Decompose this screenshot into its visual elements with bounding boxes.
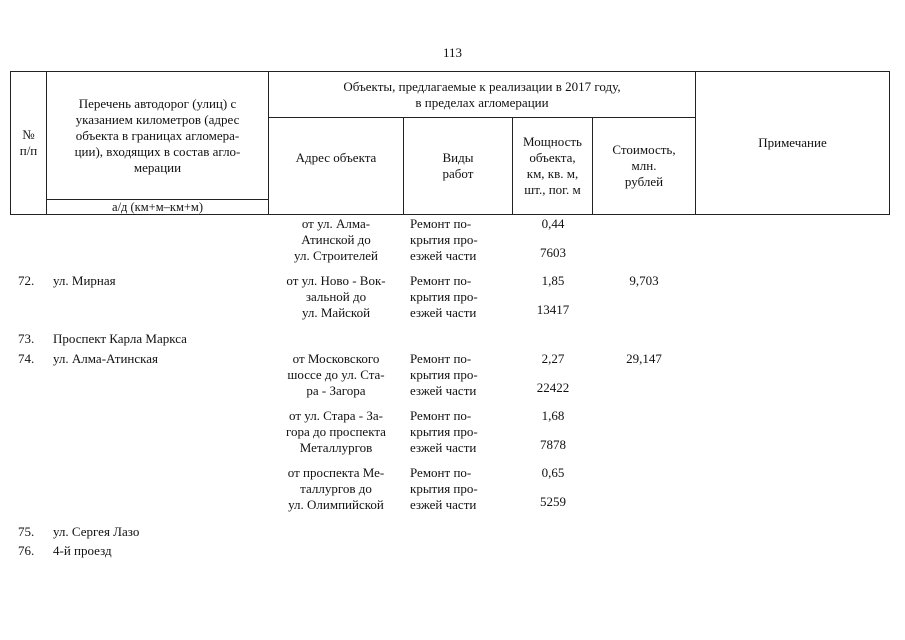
row-power-area: 13417 [536, 302, 570, 317]
row-road: ул. Сергея Лазо [53, 524, 140, 539]
row-power-km: 0,65 [541, 465, 565, 480]
row-works: Ремонт по- крытия про- езжей части [410, 408, 478, 455]
row-power-area: 5259 [540, 494, 566, 509]
row-power-km: 1,68 [541, 408, 565, 423]
row-address: от ул. Ново - Вок- зальной до ул. Майской [286, 273, 386, 320]
row-power-km: 1,85 [541, 273, 565, 288]
page-number: 113 [442, 45, 463, 60]
row-address: от ул. Алма- Атинской до ул. Строителей [294, 216, 378, 263]
header-power: Мощность объекта, км, кв. м, шт., пог. м [523, 134, 582, 197]
header-note: Примечание [758, 135, 827, 150]
row-power-km: 0,44 [541, 216, 565, 231]
row-number: 74. [18, 351, 35, 366]
row-power-area: 7878 [540, 437, 566, 452]
row-road: Проспект Карла Маркса [53, 331, 187, 346]
header-objects: Объекты, предлагаемые к реализации в 2017 году, в пределах агломерации [343, 78, 621, 110]
row-power-area: 7603 [540, 245, 566, 260]
row-road: 4-й проезд [53, 543, 112, 558]
row-power-km: 2,27 [541, 351, 565, 366]
row-address: от ул. Стара - За- гора до проспекта Металлургов [286, 408, 386, 455]
row-road: ул. Мирная [53, 273, 116, 288]
row-cost: 29,147 [626, 351, 662, 366]
header-number: № п/п [19, 127, 38, 158]
header-cost: Стоимость, млн. рублей [612, 142, 676, 189]
row-address: от проспекта Ме- таллургов до ул. Олимпийской [287, 465, 385, 512]
row-cost: 9,703 [629, 273, 659, 288]
header-roads: Перечень автодорог (улиц) с указанием километров (адрес объекта в границах агломера- ции), входящих в состав агло- мерации [74, 95, 241, 175]
row-works: Ремонт по- крытия про- езжей части [410, 273, 478, 320]
row-number: 75. [18, 524, 35, 539]
row-number: 76. [18, 543, 35, 558]
row-works: Ремонт по- крытия про- езжей части [410, 216, 478, 263]
row-address: от Московского шоссе до ул. Ста- ра - Загора [287, 351, 385, 398]
header-works: Виды работ [442, 150, 474, 181]
row-works: Ремонт по- крытия про- езжей части [410, 465, 478, 512]
header-roads-sub: а/д (км+м–км+м) [112, 200, 203, 214]
row-power-area: 22422 [536, 380, 570, 395]
row-works: Ремонт по- крытия про- езжей части [410, 351, 478, 398]
row-number: 73. [18, 331, 35, 346]
row-number: 72. [18, 273, 35, 288]
row-road: ул. Алма-Атинская [53, 351, 159, 366]
header-address: Адрес объекта [295, 150, 377, 165]
